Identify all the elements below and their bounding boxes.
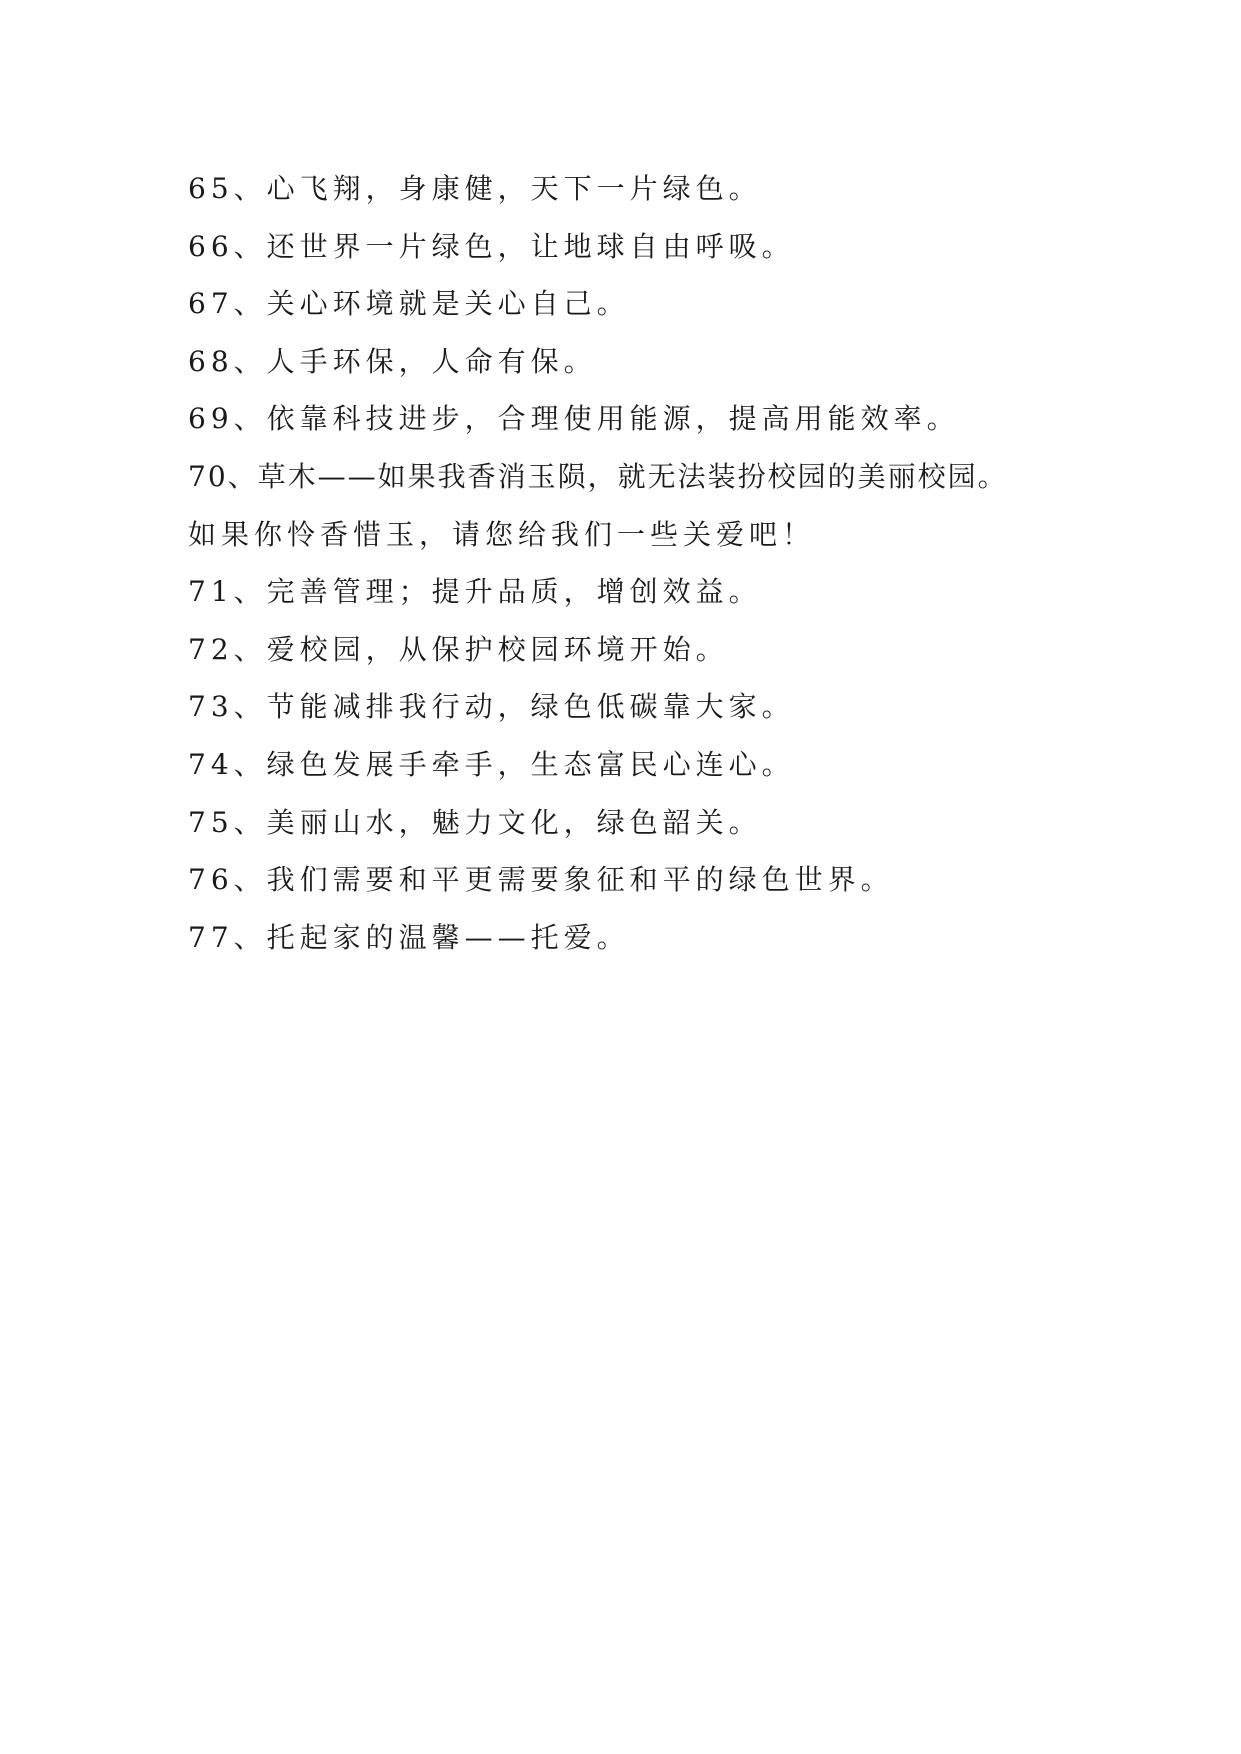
- slogan-line-70-continued: 如果你怜香惜玉，请您给我们一些关爱吧！: [188, 517, 816, 551]
- slogan-line-77: 77、托起家的温馨——托爱。: [188, 920, 630, 954]
- slogan-list: [188, 160, 1088, 966]
- slogan-line-72: 72、爱校园，从保护校园环境开始。: [188, 632, 729, 666]
- slogan-line-66: 66、还世界一片绿色，让地球自由呼吸。: [188, 229, 795, 263]
- slogan-line-75: 75、美丽山水，魅力文化，绿色韶关。: [188, 805, 762, 839]
- slogan-line-65: 65、心飞翔，身康健，天下一片绿色。: [188, 172, 762, 205]
- slogan-line-68: 68、人手环保，人命有保。: [188, 344, 597, 378]
- slogan-line-71: 71、完善管理；提升品质，增创效益。: [188, 575, 762, 609]
- slogan-line-69: 69、依靠科技进步，合理使用能源，提高用能效率。: [188, 402, 960, 436]
- slogan-line-73: 73、节能减排我行动，绿色低碳靠大家。: [188, 690, 795, 724]
- slogan-line-70: 70、草木——如果我香消玉陨，就无法装扮校园的美丽校园。: [188, 459, 1008, 493]
- slogan-line-74: 74、绿色发展手牵手，生态富民心连心。: [188, 747, 795, 781]
- slogan-line-76: 76、我们需要和平更需要象征和平的绿色世界。: [188, 863, 894, 897]
- slogan-line-67: 67、关心环境就是关心自己。: [188, 287, 630, 321]
